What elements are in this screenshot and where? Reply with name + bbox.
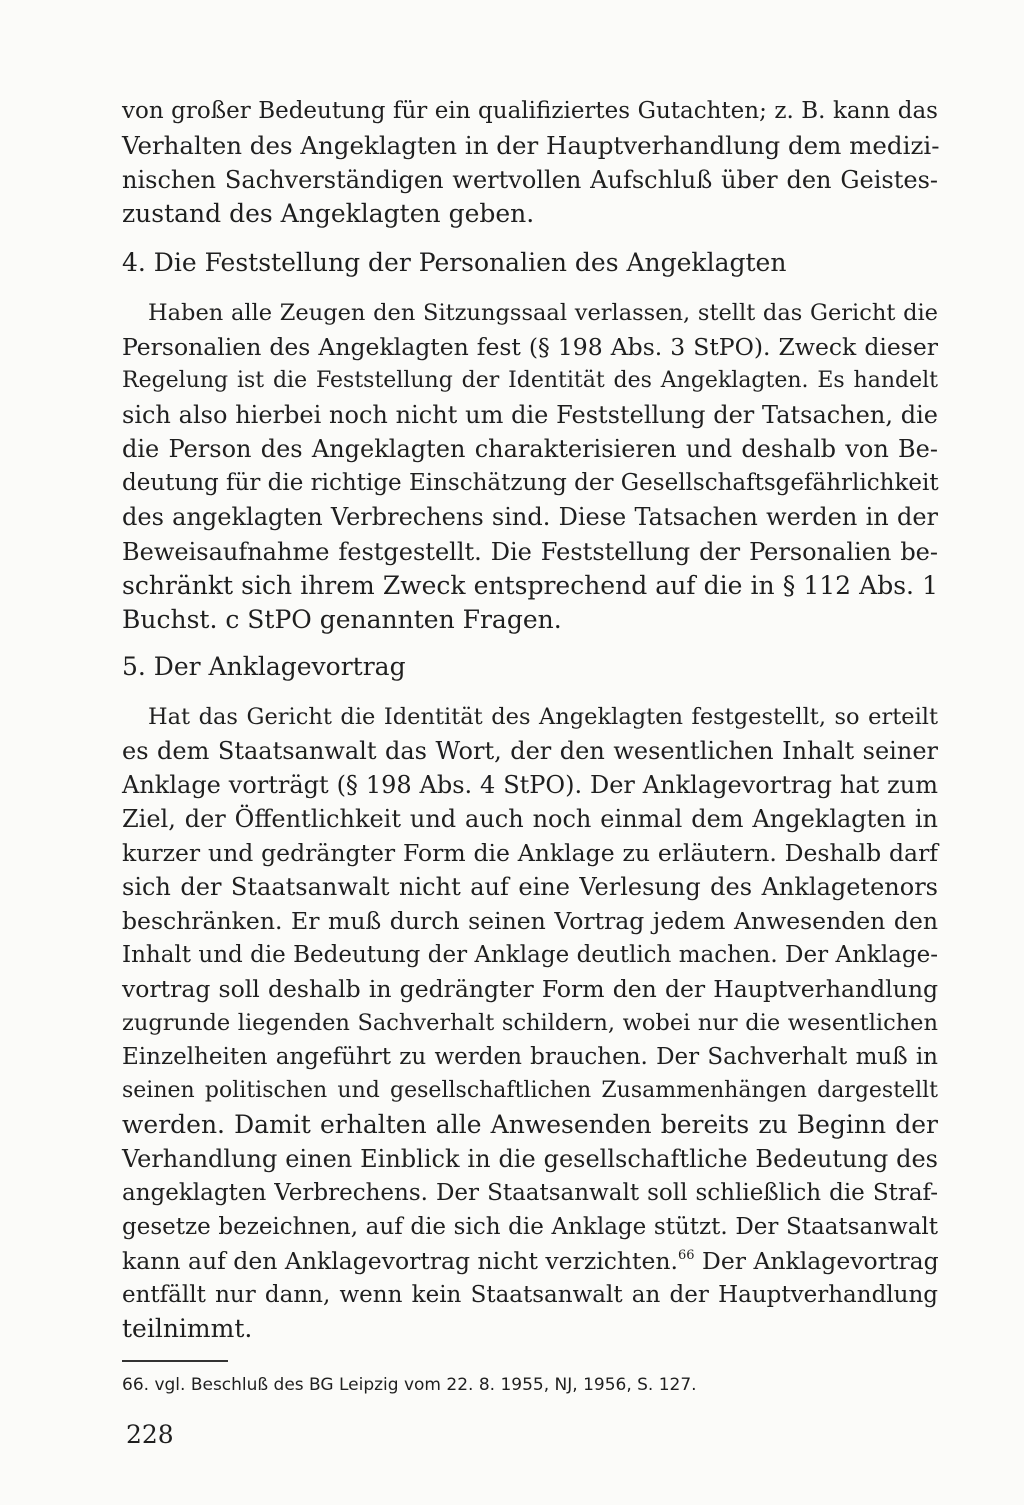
- text-fragment: Der Anklagevortrag: [694, 1247, 939, 1275]
- page-number: 228: [126, 1420, 174, 1449]
- text-line: schränkt sich ihrem Zweck entsprechend auf die in § 112 Abs. 1: [122, 571, 938, 600]
- text-line: beschränken. Er muß durch seinen Vortrag jedem Anwesenden den: [122, 907, 938, 935]
- text-line: vortrag soll deshalb in gedrängter Form den der Hauptverhandlung: [122, 975, 938, 1003]
- text-line: Regelung ist die Feststellung der Identität des Angeklagten. Es handelt: [122, 368, 938, 393]
- text-line: Buchst. c StPO genannten Fragen.: [122, 605, 562, 634]
- text-line: seinen politischen und gesellschaftlichen Zusammenhängen dargestellt: [122, 1078, 938, 1103]
- text-line: kurzer und gedrängter Form die Anklage zu erläutern. Deshalb darf: [122, 839, 938, 867]
- text-line: Haben alle Zeugen den Sitzungssaal verlassen, stellt das Gericht die: [148, 300, 938, 326]
- text-line: deutung für die richtige Einschätzung der Gesellschaftsgefährlichkeit: [122, 470, 939, 496]
- text-line: Einzelheiten angeführt zu werden brauchen. Der Sachverhalt muß in: [122, 1044, 938, 1070]
- text-line: zustand des Angeklagten geben.: [122, 199, 535, 228]
- text-line: teilnimmt.: [122, 1314, 253, 1343]
- text-line: Verhalten des Angeklagten in der Hauptverhandlung dem medizi-: [122, 131, 940, 160]
- text-line: entfällt nur dann, wenn kein Staatsanwalt an der Hauptverhandlung: [122, 1282, 938, 1308]
- text-line: Ziel, der Öffentlichkeit und auch noch einmal dem Angeklagten in: [122, 805, 938, 833]
- text-line: es dem Staatsanwalt das Wort, der den wesentlichen Inhalt seiner: [122, 737, 938, 765]
- text-line: von großer Bedeutung für ein qualifiziertes Gutachten; z. B. kann das: [122, 98, 938, 124]
- footnote-divider: [122, 1360, 228, 1362]
- text-line: Personalien des Angeklagten fest (§ 198 Abs. 3 StPO). Zweck dieser: [122, 333, 938, 361]
- text-fragment: kann auf den Anklagevortrag nicht verzichten.: [122, 1247, 678, 1275]
- section-heading-4: 4. Die Feststellung der Personalien des Angeklagten: [122, 248, 787, 277]
- text-line: nischen Sachverständigen wertvollen Aufschluß über den Geistes-: [122, 166, 938, 194]
- text-line: zugrunde liegenden Sachverhalt schildern, wobei nur die wesentlichen: [122, 1010, 938, 1036]
- text-line: werden. Damit erhalten alle Anwesenden bereits zu Beginn der: [122, 1110, 938, 1139]
- text-line: sich also hierbei noch nicht um die Feststellung der Tatsachen, die: [122, 401, 938, 429]
- text-line: Inhalt und die Bedeutung der Anklage deutlich machen. Der Anklage-: [122, 942, 938, 968]
- text-line: gesetze bezeichnen, auf die sich die Anklage stützt. Der Staatsanwalt: [122, 1214, 938, 1240]
- text-line: Hat das Gericht die Identität des Angeklagten festgestellt, so erteilt: [148, 704, 938, 730]
- text-line-with-footnote: [122, 1246, 938, 1276]
- text-line: sich der Staatsanwalt nicht auf eine Verlesung des Anklagetenors: [122, 873, 938, 901]
- text-line: Anklage vorträgt (§ 198 Abs. 4 StPO). Der Anklagevortrag hat zum: [122, 771, 938, 799]
- section-heading-5: 5. Der Anklagevortrag: [122, 652, 406, 681]
- text-line: die Person des Angeklagten charakterisieren und deshalb von Be-: [122, 435, 938, 463]
- text-line: des angeklagten Verbrechens sind. Diese Tatsachen werden in der: [122, 503, 938, 531]
- footnote-66: 66. vgl. Beschluß des BG Leipzig vom 22. 8. 1955, NJ, 1956, S. 127.: [122, 1375, 697, 1395]
- text-line: Verhandlung einen Einblick in die gesellschaftliche Bedeutung des: [122, 1145, 938, 1173]
- footnote-reference[interactable]: 66: [677, 1248, 695, 1263]
- text-line: angeklagten Verbrechens. Der Staatsanwalt soll schließlich die Straf-: [122, 1180, 938, 1206]
- text-line: Beweisaufnahme festgestellt. Die Feststellung der Personalien be-: [122, 538, 938, 566]
